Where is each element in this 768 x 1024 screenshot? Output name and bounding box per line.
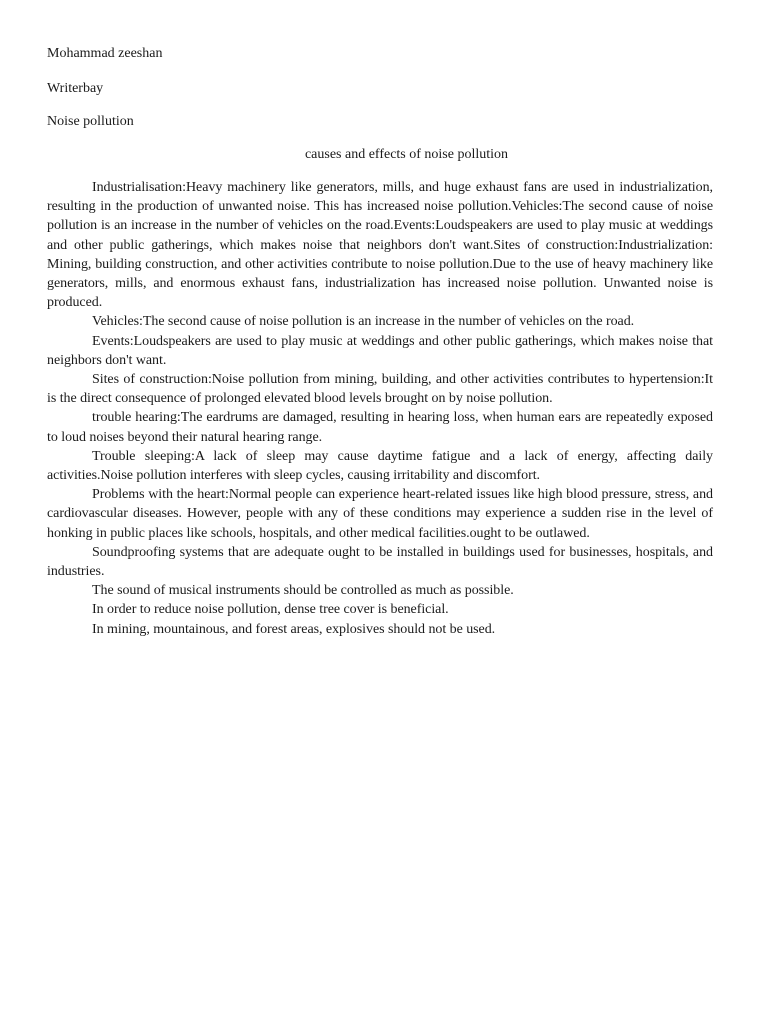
author-name: Mohammad zeeshan — [47, 46, 163, 61]
paragraph-musical-instruments: The sound of musical instruments should be controlled as much as possible. — [92, 583, 514, 599]
organization-name: Writerbay — [47, 81, 104, 96]
paragraph-trouble-sleeping: Trouble sleeping:A lack of sleep may cause daytime fatigue and a lack of energy, affecting daily activities.Noise pollution interferes with sleep cycles, causing irritability and discomfort. — [47, 448, 713, 484]
paragraph-construction-hypertension: Sites of construction:Noise pollution from mining, building, and other activities contributes to hypertension:It is the direct consequence of prolonged elevated blood levels brought on by noise pollution. — [47, 372, 713, 407]
paragraph-explosives: In mining, mountainous, and forest areas, explosives should not be used. — [92, 621, 496, 637]
paragraph-tree-cover: In order to reduce noise pollution, dense tree cover is beneficial. — [92, 602, 449, 618]
paragraph-soundproofing: Soundproofing systems that are adequate ought to be installed in buildings used for businesses, hospitals, and industries. — [47, 544, 713, 580]
paragraph-events: Events:Loudspeakers are used to play music at weddings and other public gatherings, which makes noise that neighbors don't want. — [47, 333, 713, 368]
paragraph-heart-problems: Problems with the heart:Normal people can experience heart-related issues like high blood pressure, stress, and cardiovascular diseases. However, people with any of these conditions may experience a sudden rise in the level of honking in public places like schools, hospitals, and other medical facilities.ought to be outlawed. — [47, 487, 713, 541]
paragraph-trouble-hearing: trouble hearing:The eardrums are damaged, resulting in hearing loss, when human ears are repeatedly exposed to loud noises beyond their natural hearing range. — [47, 410, 713, 445]
paragraph-vehicles: Vehicles:The second cause of noise pollution is an increase in the number of vehicles on the road. — [92, 314, 635, 330]
subject-line: Noise pollution — [47, 114, 134, 129]
paragraph-causes-overview: Industrialisation:Heavy machinery like generators, mills, and huge exhaust fans are used in industrialization, resulting in the production of unwanted noise. This has increased noise pollution.Vehicles:The second cause of noise pollution is an increase in the number of vehicles on the road.Events:Loudspeakers are used to play music at weddings and other public gatherings, which makes noise that neighbors don't want.Sites of construction:Industrialization: Mining, building construction, and other activities contribute to noise pollution.Due to the use of heavy machinery like generators, mills, and enormous exhaust fans, industrialization has increased noise pollution. Unwanted noise is produced. — [47, 180, 713, 311]
document-body — [47, 178, 713, 639]
document-title: causes and effects of noise pollution — [304, 147, 509, 162]
